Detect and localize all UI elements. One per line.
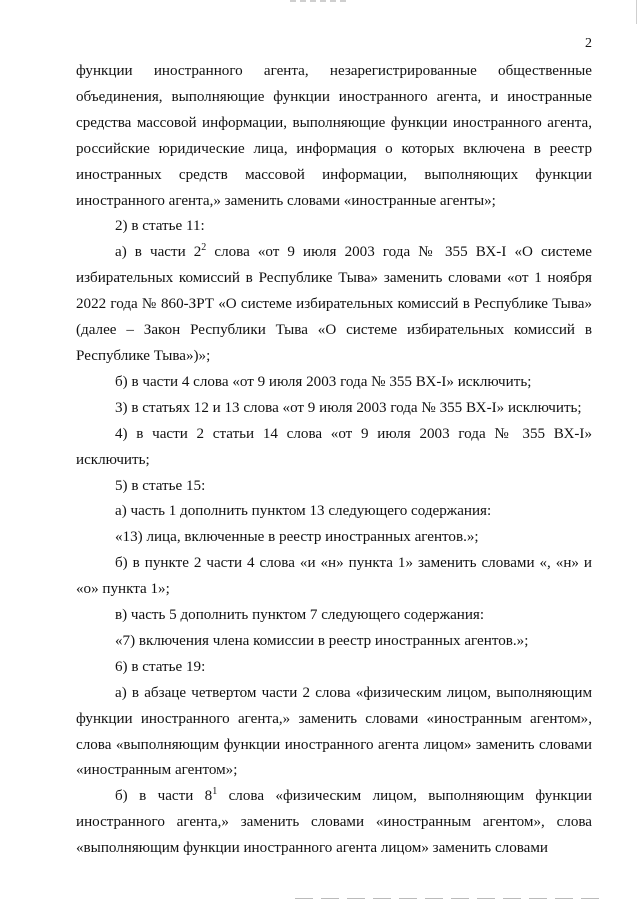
paragraph-quote-13: «13) лица, включенные в реестр иностранных агентов.»; (115, 529, 479, 546)
page-number: 2 (585, 36, 592, 51)
paragraph-item-4: 4) в части 2 статьи 14 слова «от 9 июля 2003 года № 355 ВХ-I» исключить; (76, 425, 592, 468)
paragraph-item-2: 2) в статье 11: (115, 218, 205, 235)
document-body (76, 59, 592, 862)
paragraph-item-2a (76, 240, 592, 370)
paragraph-item-6: 6) в статье 19: (115, 658, 206, 675)
paragraph-text: слова «физическим лицом, выполняющим функции иностранного агента,» заменить словами «иностранным агентом», слова «выполняющим функции иностранного агента лицом» заменить словами (76, 788, 592, 857)
paragraph-continuation: функции иностранного агента, незарегистрированные общественные объединения, выполняющие функции иностранного агента, и иностранные средства массовой информации, выполняющие функции иностранного агента, российские юридические лица, информация о которых включена в реестр иностранных средств массовой информации, выполняющих функции иностранного агента,» заменить словами «иностранные агенты»; (76, 63, 592, 209)
superscript: 2 (201, 242, 207, 254)
superscript: 1 (212, 786, 218, 798)
paragraph-text: слова «от 9 июля 2003 года № 355 ВХ-I «О системе избирательных комиссий в Республике Тыва» заменить словами «от 1 ноября 2022 года № 860-ЗРТ «О системе избирательных комиссий в Республике Тыва» (далее – Закон Республики Тыва «О системе избирательных комиссий в Республике Тыва»)»; (76, 244, 592, 364)
paragraph-item-2b: б) в части 4 слова «от 9 июля 2003 года № 355 ВХ-I» исключить; (115, 373, 532, 390)
paragraph-quote-7: «7) включения члена комиссии в реестр иностранных агентов.»; (115, 632, 529, 649)
paragraph-item-5a: а) часть 1 дополнить пунктом 13 следующего содержания: (115, 503, 492, 520)
paragraph-item-6b (76, 784, 592, 862)
scan-artifact-top (290, 0, 350, 2)
paragraph-item-6a: а) в абзаце четвертом части 2 слова «физическим лицом, выполняющим функции иностранного агента,» заменить словами «иностранным агентом», слова «выполняющим функции иностранного агента лицом» заменить словами «иностранным агентом»; (76, 684, 592, 779)
scan-artifact-bottom (295, 898, 605, 899)
paragraph-text: б) в части 8 (115, 788, 213, 805)
paragraph-item-3: 3) в статьях 12 и 13 слова «от 9 июля 2003 года № 355 ВХ-I» исключить; (115, 399, 582, 416)
paragraph-item-5v: в) часть 5 дополнить пунктом 7 следующего содержания: (115, 607, 485, 624)
paragraph-item-5: 5) в статье 15: (115, 477, 206, 494)
paragraph-text: а) в части 2 (115, 244, 202, 261)
paragraph-item-5b: б) в пункте 2 части 4 слова «и «н» пункта 1» заменить словами «, «н» и «о» пункта 1»; (76, 555, 592, 598)
